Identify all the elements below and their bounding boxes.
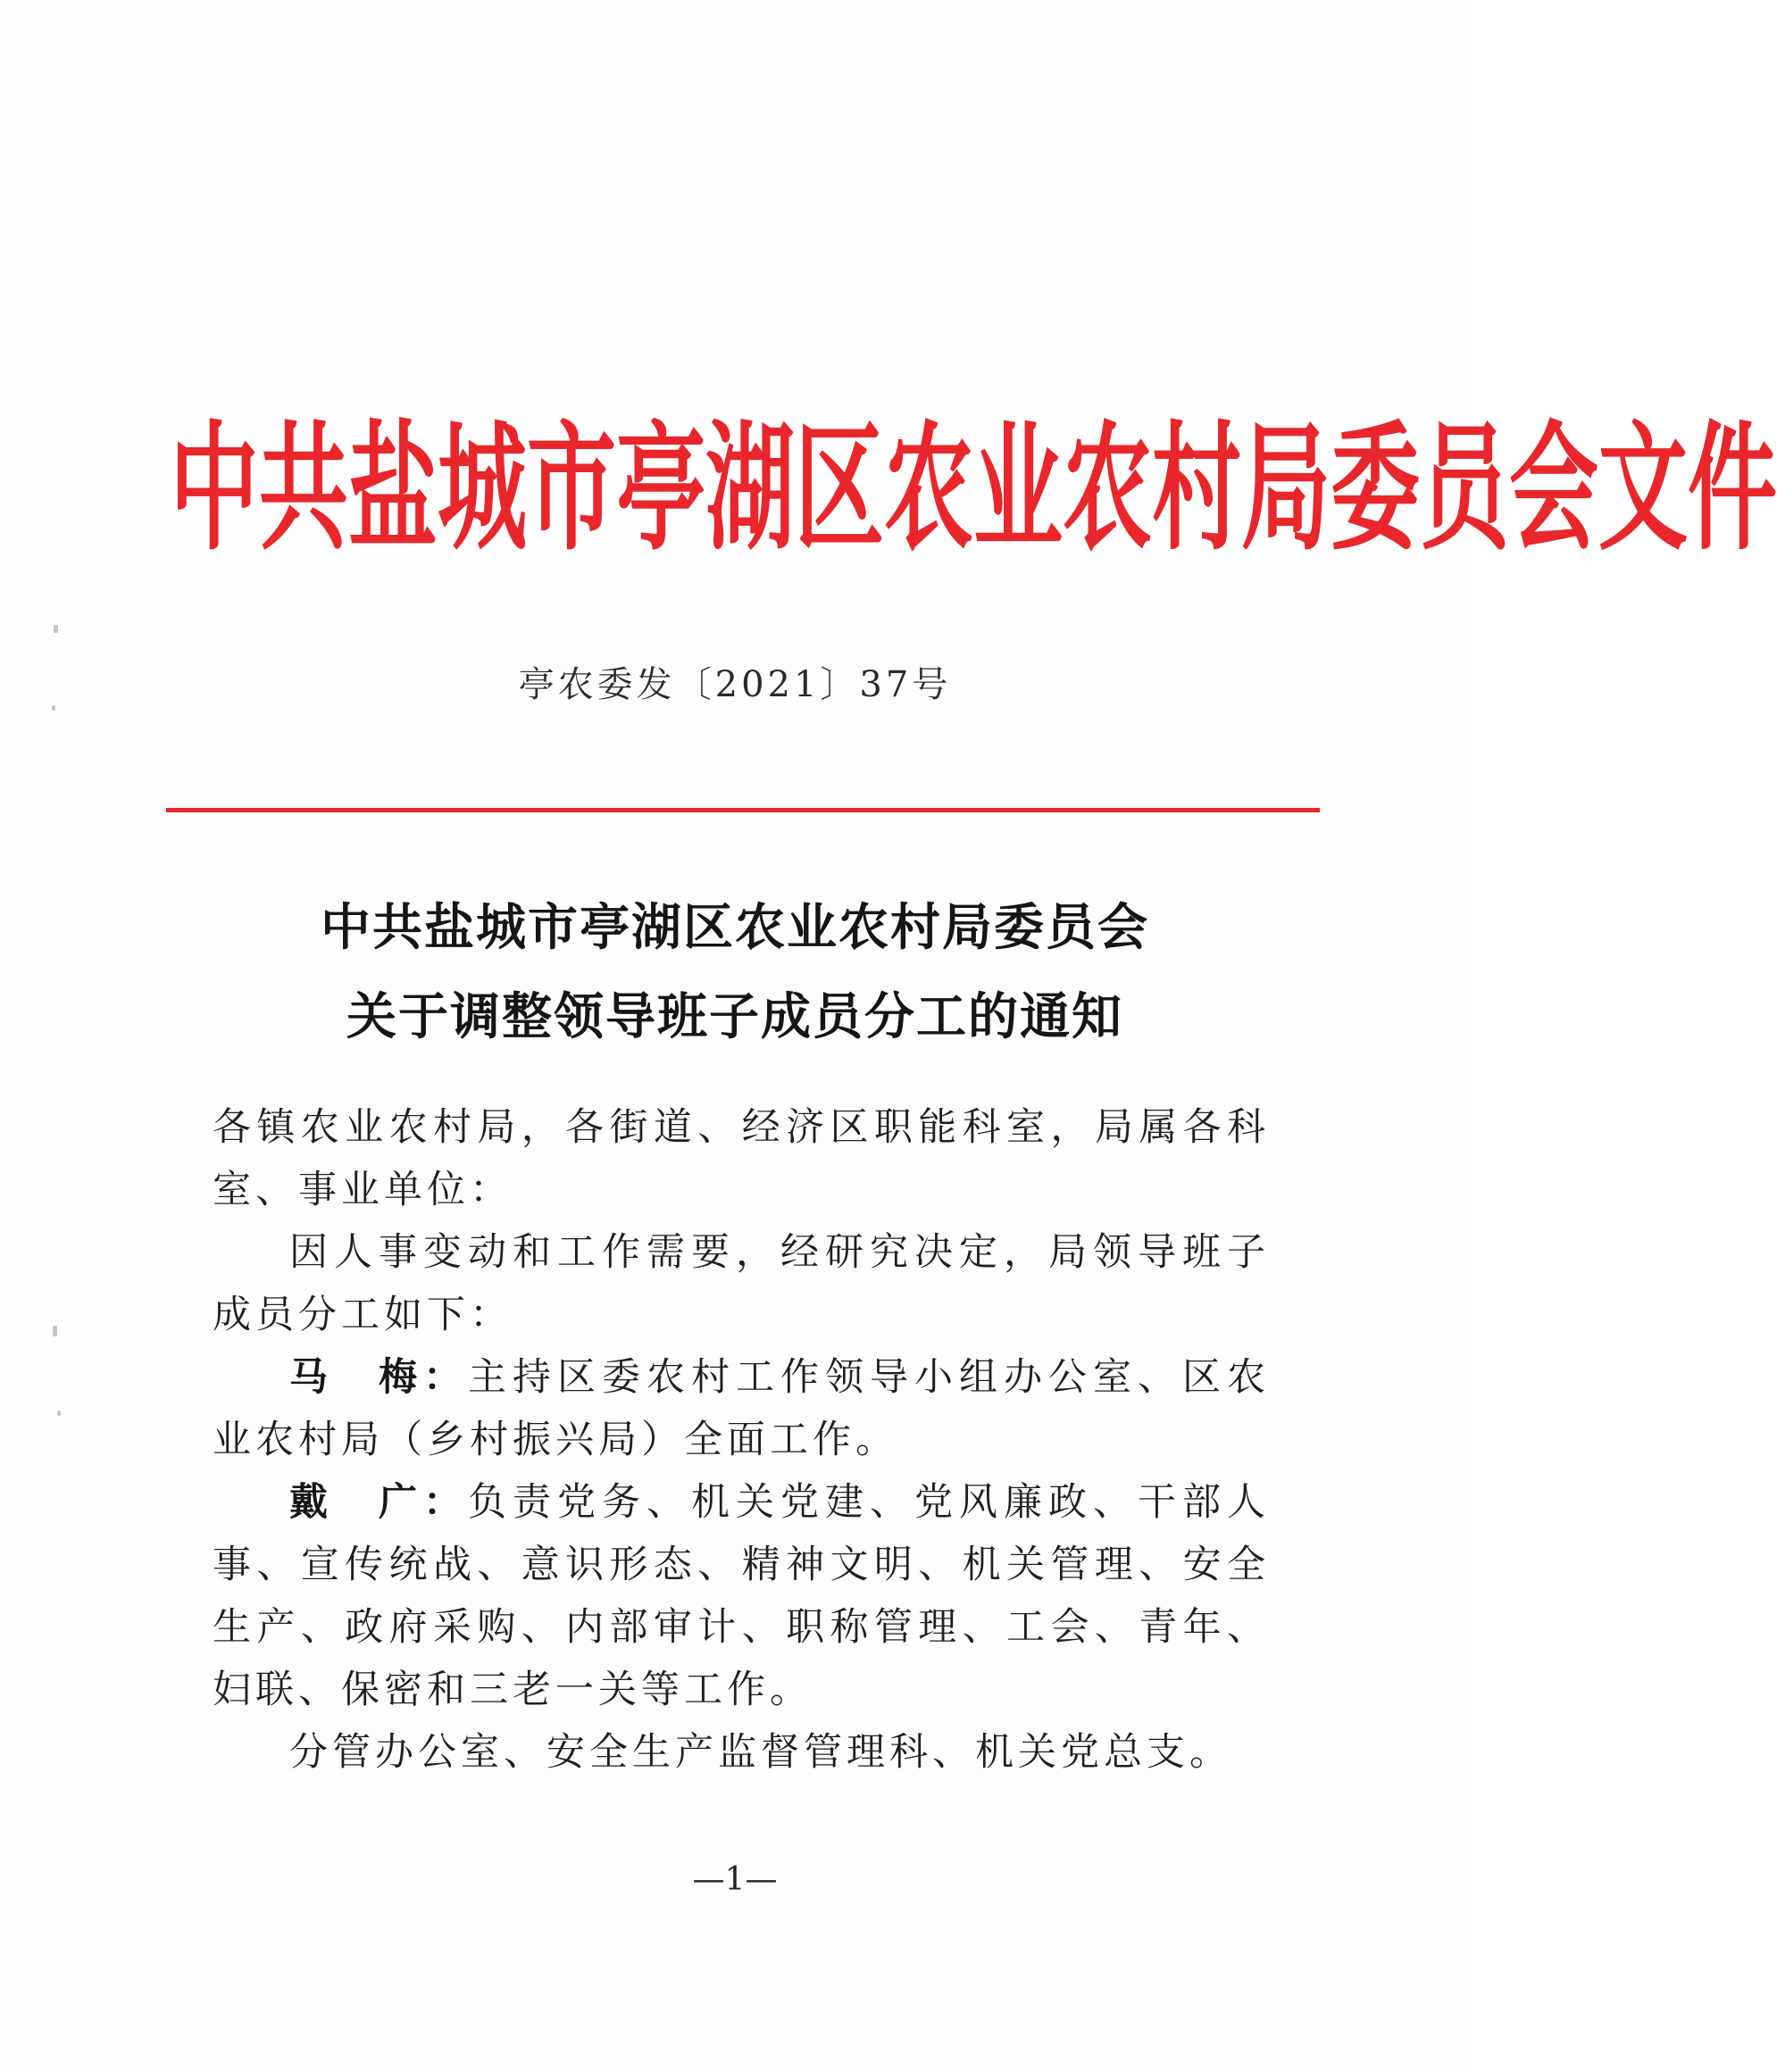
red-divider-line: [166, 808, 1320, 812]
assignment-paragraph: [213, 1471, 1270, 1721]
leader-name: 戴 广：: [289, 1480, 468, 1525]
scan-speck: [57, 1410, 61, 1416]
document-number: 亭农委发〔2021〕37号: [518, 664, 952, 705]
notice-title-line-1: 中共盐城市亭湖区农业农村局委员会: [321, 899, 1149, 957]
notice-body: [213, 1096, 1270, 1784]
supervision-paragraph: 分管办公室、安全生产监督管理科、机关党总支。: [289, 1730, 1232, 1775]
scan-speck: [53, 1326, 57, 1336]
assignment-paragraph: [213, 1346, 1270, 1471]
intro-paragraph: 因人事变动和工作需要，经研究决定，局领导班子成员分工如下：: [213, 1230, 1270, 1337]
leader-name: 马 梅：: [289, 1355, 468, 1400]
leader-duties: 主持区委农村工作领导小组办公室、区农业农村局（乡村振兴局）全面工作。: [213, 1355, 1270, 1462]
notice-title-line-2: 关于调整领导班子成员分工的通知: [346, 988, 1123, 1046]
addressee: 各镇农业农村局，各街道、经济区职能科室，局属各科室、事业单位：: [213, 1105, 1270, 1212]
page-number: —1—: [692, 1861, 778, 1898]
leader-duties: 负责党务、机关党建、党风廉政、干部人事、宣传统战、意识形态、精神文明、机关管理、安全生产、政府采购、内部审计、职称管理、工会、青年、妇联、保密和三老一关等工作。: [213, 1480, 1270, 1712]
masthead-title: 中共盐城市亭湖区农业农村局委员会文件: [170, 407, 1777, 570]
scan-speck: [54, 625, 58, 633]
